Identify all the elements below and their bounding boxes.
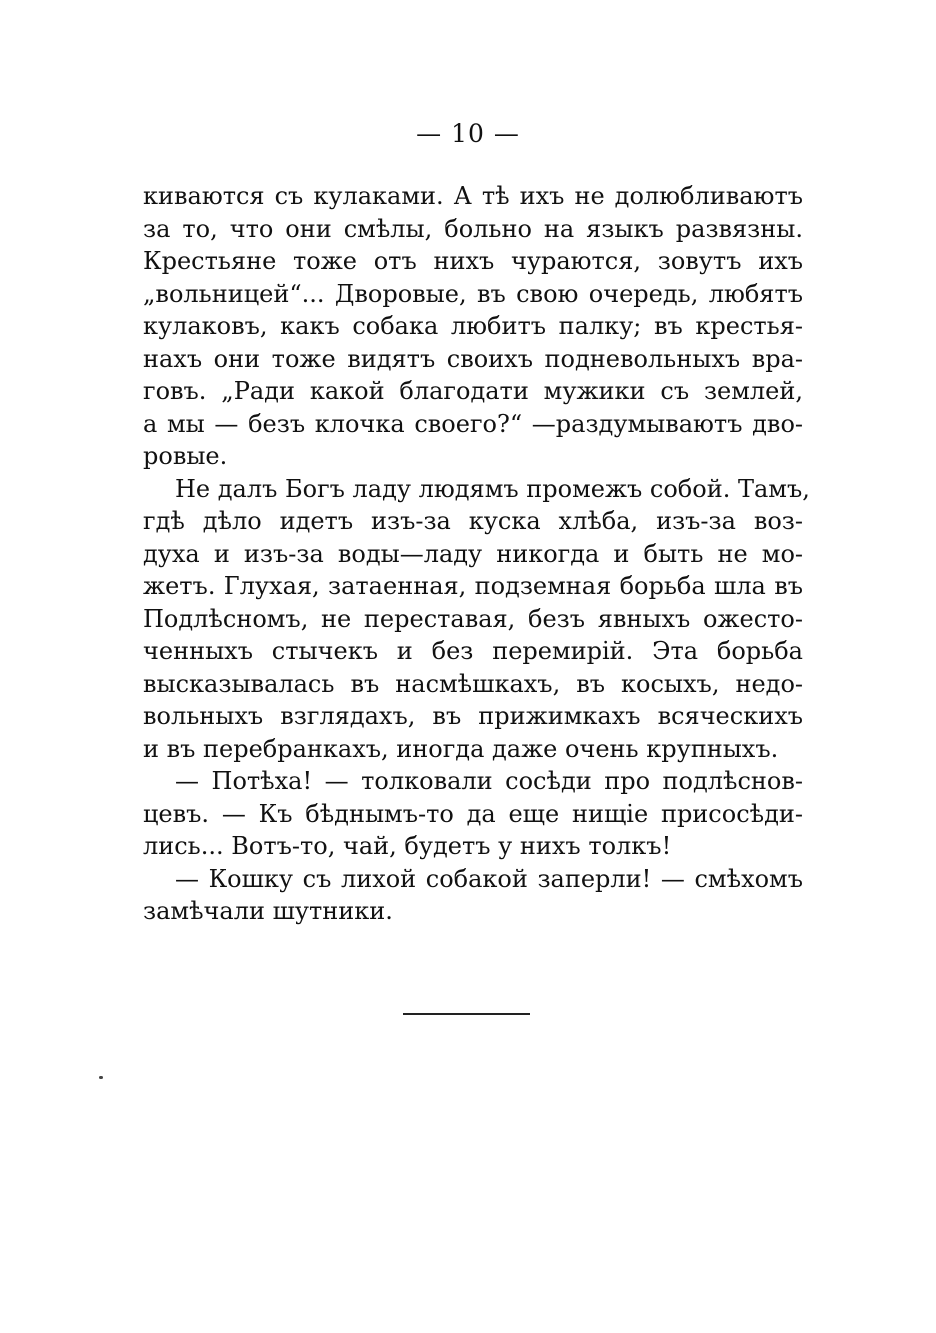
text-line: нахъ они тоже видятъ своихъ подневольныхъ вра- — [143, 344, 803, 373]
text-line: за то, что они смѣлы, больно на языкъ развязны. — [143, 214, 803, 243]
text-line: кулаковъ, какъ собака любитъ палку; въ крестья- — [143, 312, 803, 340]
text-line: говъ. „Ради какой благодати мужики съ землей, — [143, 377, 803, 405]
text-line: Подлѣсномъ, не переставая, безъ явныхъ ожесто- — [143, 604, 803, 633]
text-line: а мы — безъ клочка своего?“ —раздумываютъ дво- — [143, 409, 803, 438]
text-line: ровые. — [143, 442, 228, 470]
text-body — [143, 180, 810, 928]
text-line: „вольницей“... Дворовые, въ свою очередь, любятъ — [143, 279, 803, 308]
text-line: духа и изъ-за воды—ладу никогда и быть не мо- — [143, 539, 803, 568]
page-number: — 10 — — [416, 119, 520, 148]
text-line: киваются съ кулаками. А тѣ ихъ не долюбливаютъ — [143, 182, 803, 210]
text-line: цевъ. — Къ бѣднымъ-то да еще нищіе присосѣди- — [143, 799, 803, 828]
text-line: замѣчали шутники. — [143, 897, 393, 925]
text-line: ченныхъ стычекъ и без перемирій. Эта борьба — [143, 637, 803, 665]
text-line: и въ перебранкахъ, иногда даже очень крупныхъ. — [143, 734, 779, 763]
text-line: лись... Вотъ-то, чай, будетъ у нихъ толкъ! — [143, 832, 672, 860]
text-line: — Кошку съ лихой собакой заперли! — смѣхомъ — [175, 864, 803, 893]
scan-speck — [99, 1076, 103, 1079]
text-line: — Потѣха! — толковали сосѣди про подлѣснов- — [175, 767, 803, 795]
paragraph — [143, 473, 810, 766]
paragraph — [143, 863, 803, 928]
text-line: Крестьяне тоже отъ нихъ чураются, зовутъ ихъ — [143, 247, 803, 275]
paragraph — [143, 180, 803, 473]
end-rule — [403, 1013, 530, 1015]
text-line: высказывалась въ насмѣшкахъ, въ косыхъ, недо- — [143, 669, 803, 698]
text-line: жетъ. Глухая, затаенная, подземная борьба шла въ — [143, 572, 803, 600]
paragraph — [143, 765, 803, 863]
text-line: вольныхъ взглядахъ, въ прижимкахъ всяческихъ — [143, 702, 803, 730]
text-line: гдѣ дѣло идетъ изъ-за куска хлѣба, изъ-за воз- — [143, 507, 803, 535]
text-line: Не далъ Богъ ладу людямъ промежъ собой. Тамъ, — [175, 474, 810, 503]
